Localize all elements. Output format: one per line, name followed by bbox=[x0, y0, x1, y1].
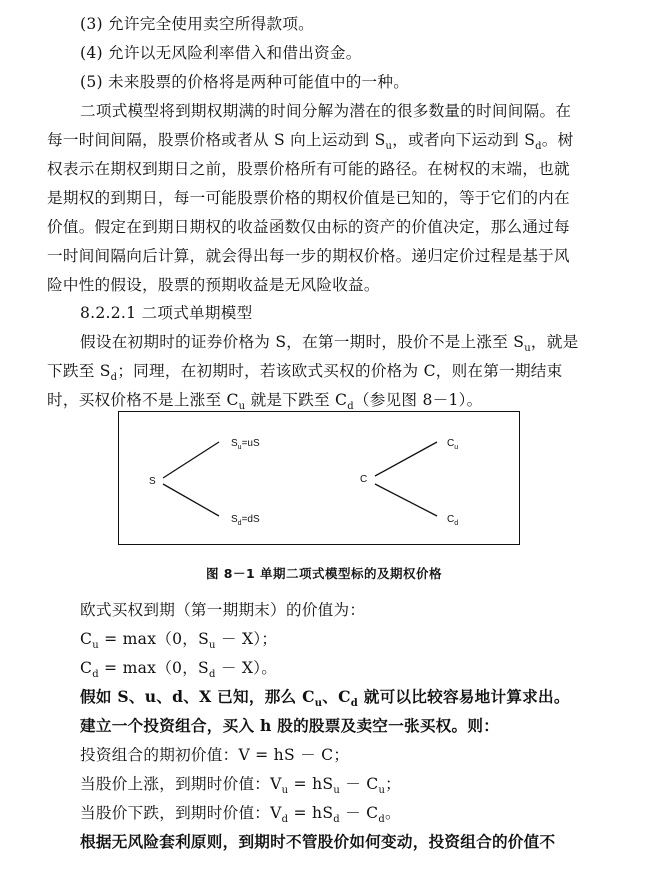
text-segment: = max（0，S bbox=[98, 659, 209, 677]
subscript: d bbox=[333, 814, 340, 825]
text-line: 一时间间隔向后计算，就会得出每一步的期权价格。递归定价过程是基于风 bbox=[47, 247, 570, 265]
subscript: d bbox=[92, 669, 99, 680]
subscript: u bbox=[385, 141, 393, 152]
figure-8-1 bbox=[118, 411, 520, 545]
subscript: u bbox=[238, 401, 246, 412]
text-segment: 每一时间间隔，股票价格或者从 S 向上运动到 S bbox=[47, 131, 386, 149]
text-segment: 。树 bbox=[541, 131, 574, 149]
text-segment: － C bbox=[339, 804, 379, 822]
text-line: (3) 允许完全使用卖空所得款项。 bbox=[80, 15, 315, 33]
option-up-branch bbox=[375, 442, 437, 476]
text-segment: 、C bbox=[322, 687, 351, 706]
text-segment: = hS bbox=[288, 775, 334, 793]
text-line: (5) 未来股票的价格将是两种可能值中的一种。 bbox=[80, 73, 410, 91]
text-segment: C bbox=[80, 659, 93, 677]
text-segment: － X）； bbox=[215, 630, 278, 648]
option-up-node: $C_u$ bbox=[447, 438, 459, 451]
text-line: 价值。假定在到期日期权的收益函数仅由标的资产的价值决定，那么通过每 bbox=[47, 218, 570, 236]
subscript: u bbox=[333, 785, 341, 796]
text-segment: = max（0，S bbox=[98, 630, 210, 648]
text-segment: 假设在初期时的证券价格为 S，在第一期时，股价不是上涨至 S bbox=[80, 333, 525, 351]
text-line: 欧式买权到期（第一期期末）的价值为： bbox=[80, 601, 366, 619]
subscript: u bbox=[378, 785, 386, 796]
option-down-branch bbox=[375, 484, 437, 516]
subscript: d bbox=[347, 401, 354, 412]
stock-down-branch bbox=[163, 484, 219, 516]
text-line: 投资组合的期初价值：V = hS － C； bbox=[80, 746, 350, 764]
text-line: 8.2.2.1 二项式单期模型 bbox=[80, 304, 253, 322]
text-line: (4) 允许以无风险利率借入和借出资金。 bbox=[80, 44, 362, 62]
text-segment: － X）。 bbox=[215, 659, 278, 677]
text-segment: 就是下跌至 C bbox=[245, 391, 348, 409]
stock-root-node: S bbox=[149, 476, 156, 487]
text-segment: 。 bbox=[385, 804, 401, 822]
text-segment: 假如 S、u、d、X 已知，那么 C bbox=[80, 687, 315, 706]
text-line: 二项式模型将到期权期满的时间分解为潜在的很多数量的时间间隔。在 bbox=[80, 102, 572, 120]
subscript: d bbox=[350, 698, 359, 709]
text-segment: 下跌至 S bbox=[47, 362, 111, 380]
text-segment: C bbox=[80, 630, 93, 648]
text-line bbox=[47, 361, 563, 384]
text-line bbox=[80, 658, 277, 681]
subscript: u bbox=[524, 343, 531, 354]
figure-caption: 图 8－1 单期二项式模型标的及期权价格 bbox=[205, 566, 443, 581]
text-line: 是期权的到期日，每一可能股票价格的期权价值是已知的，等于它们的内在 bbox=[47, 189, 570, 207]
text-line bbox=[80, 803, 401, 826]
subscript: d bbox=[110, 372, 118, 383]
subscript: u bbox=[281, 785, 289, 796]
subscript: d bbox=[281, 814, 289, 825]
text-segment: ；同理，在初期时，若该欧式买权的价格为 C，则在第一期结束 bbox=[117, 362, 563, 380]
subscript: u bbox=[209, 640, 216, 651]
text-segment: = hS bbox=[288, 804, 334, 822]
option-root-node: C bbox=[360, 474, 368, 485]
text-segment: ； bbox=[385, 775, 402, 793]
option-down-node: $C_d$ bbox=[447, 514, 459, 527]
subscript: u bbox=[92, 640, 99, 651]
text-line bbox=[80, 687, 570, 710]
stock-up-node: $S_u=uS$ bbox=[231, 438, 260, 451]
subscript: d bbox=[535, 141, 542, 152]
text-line bbox=[47, 390, 483, 413]
text-segment: （参见图 8－1）。 bbox=[353, 391, 483, 409]
text-line: 根据无风险套利原则，到期时不管股价如何变动，投资组合的价值不 bbox=[80, 832, 556, 851]
subscript: d bbox=[378, 814, 386, 825]
binomial-tree-diagram bbox=[119, 412, 521, 546]
text-line bbox=[80, 629, 277, 652]
text-segment: 时，买权价格不是上涨至 C bbox=[47, 391, 239, 409]
text-segment: 当股价上涨，到期时价值：V bbox=[80, 775, 282, 793]
text-segment: ，就是 bbox=[530, 333, 579, 351]
subscript: d bbox=[209, 669, 216, 680]
text-line: 险中性的假设，股票的预期收益是无风险收益。 bbox=[47, 276, 380, 294]
text-line: 建立一个投资组合，买入 h 股的股票及卖空一张买权。则： bbox=[80, 716, 500, 735]
text-segment: ，或者向下运动到 S bbox=[392, 131, 536, 149]
text-line: 权表示在期权到期日之前，股票价格所有可能的路径。在树权的末端，也就 bbox=[47, 160, 570, 178]
text-segment: － C bbox=[340, 775, 379, 793]
stock-up-branch bbox=[163, 442, 219, 478]
stock-down-node: $S_d=dS$ bbox=[231, 514, 260, 527]
text-line bbox=[80, 774, 401, 797]
subscript: u bbox=[314, 698, 323, 709]
text-line bbox=[80, 332, 578, 355]
text-segment: 就可以比较容易地计算求出。 bbox=[358, 687, 570, 706]
text-line bbox=[47, 130, 573, 153]
text-segment: 当股价下跌，到期时价值：V bbox=[80, 804, 282, 822]
